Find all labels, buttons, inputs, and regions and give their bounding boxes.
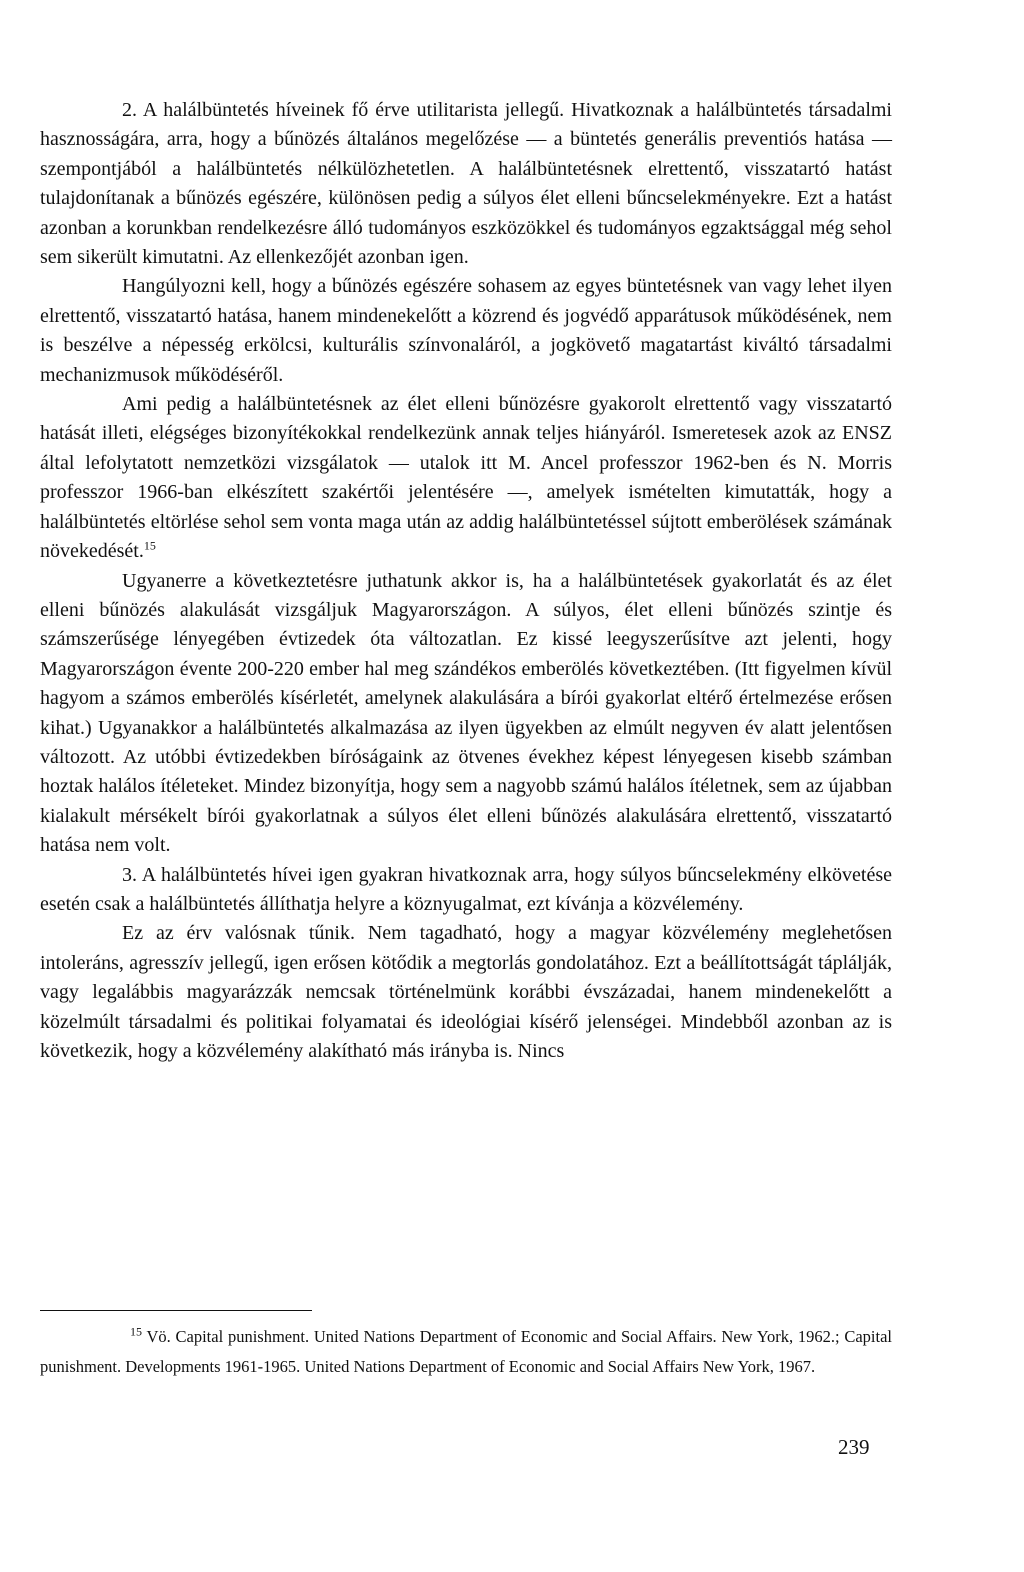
footnote bbox=[40, 1322, 892, 1382]
paragraph-emphasis: Hangúlyozni kell, hogy a bűnözés egészére sohasem az egyes büntetésnek van vagy lehet ilyen elrettentő, visszatartó hatása, hanem mindenekelőtt a közrend és jogvédő apparátusok működésének, nem is beszélve a népesség erkölcsi, kulturális színvonaláról, a jogkövető magatartást kiváltó társadalmi mechanizmusok működéséről. bbox=[40, 275, 892, 386]
paragraph-deterrence bbox=[40, 390, 892, 566]
paragraph-argument-2: 2. A halálbüntetés híveinek fő érve utilitarista jellegű. Hivatkoznak a halálbüntetés társadalmi hasznosságára, arra, hogy a bűnözés általános megelőzése — a büntetés generális preventiós hatása — szempontjából a halálbüntetés nélkülözhetetlen. A halálbüntetésnek elrettentő, visszatartó hatást tulajdonítanak a bűnözés egészére, különösen pedig a súlyos élet elleni bűncselekményekre. Ezt a hatást azonban a korunkban rendelkezésre álló tudományos eszközökkel és tudományos egzaktsággal még sehol sem sikerült kimutatni. Az ellenkezőjét azonban igen. bbox=[40, 99, 892, 269]
paragraph-deterrence-text: Ami pedig a halálbüntetésnek az élet elleni bűnözésre gyakorolt elrettentő vagy visszatartó hatását illeti, elégséges bizonyítékokkal rendelkezünk annak teljes hiányáról. Ismeretesek azok az ENSZ által lefolytatott nemzetközi vizsgálatok — utalok itt M. Ancel professzor 1962-ben és N. Morris professzor 1966-ban elkészített szakértői jelentésére —, amelyek ismételten kimutatták, hogy a halálbüntetés eltörlése sehol sem vonta maga után az addig halálbüntetéssel sújtott emberölések számának növekedését. bbox=[40, 393, 892, 563]
paragraph-hungary: Ugyanerre a következtetésre juthatunk akkor is, ha a halálbüntetések gyakorlatát és az élet elleni bűnözés alakulását vizsgáljuk Magyarországon. A súlyos, élet elleni bűnözés szintje és számszerűsége lényegében évtizedek óta változatlan. Ez kissé leegyszerűsítve azt jelenti, hogy Magyarországon évente 200-220 ember hal meg szándékos emberölés következtében. (Itt figyelmen kívül hagyom a számos emberölés kísérletét, amelynek alakulására a bírói gyakorlat eltérő értelmezése erősen kihat.) Ugyanakkor a halálbüntetés alkalmazása az ilyen ügyekben az elmúlt negyven év alatt jelentősen változott. Az utóbbi évtizedekben bíróságaink az ötvenes évekhez képest lényegesen kisebb számban hoztak halálos ítéleteket. Mindez bizonyítja, hogy sem a nagyobb számú halálos ítéletnek, sem az újabban kialakult mérsékelt bírói gyakorlatnak a súlyos élet elleni bűnözés alakulására elrettentő, visszatartó hatása nem volt. bbox=[40, 569, 892, 857]
page-number: 239 bbox=[838, 1435, 870, 1459]
paragraph-argument-3: 3. A halálbüntetés hívei igen gyakran hivatkoznak arra, hogy súlyos bűncselekmény elkövetése esetén csak a halálbüntetés állíthatja helyre a köznyugalmat, ezt kívánja a közvélemény. bbox=[40, 863, 892, 915]
paragraph-public-opinion: Ez az érv valósnak tűnik. Nem tagadható, hogy a magyar közvélemény meglehetősen intoleráns, agresszív jellegű, igen erősen kötődik a megtorlás gondolatához. Ezt a beállítottságát táplálják, vagy legalábbis magyarázzák nemcsak történelmünk korábbi évszázadai, hanem mindenekelőtt a közelmúlt társadalmi és politikai folyamatai és ideológiai kísérő jelenségei. Mindebből azonban az is következik, hogy a közvélemény alakítható más irányba is. Nincs bbox=[40, 922, 892, 1062]
main-text bbox=[40, 96, 892, 1066]
footnote-reference: 15 bbox=[143, 538, 156, 553]
footnote-text: Vö. Capital punishment. United Nations Department of Economic and Social Affairs. New York, 1962.; Capital punishment. Developments 1961-1965. United Nations Department of Economic and Social Affairs New York, 1967. bbox=[40, 1327, 892, 1376]
footnote-marker: 15 bbox=[130, 1324, 142, 1339]
footnote-divider bbox=[40, 1310, 312, 1311]
